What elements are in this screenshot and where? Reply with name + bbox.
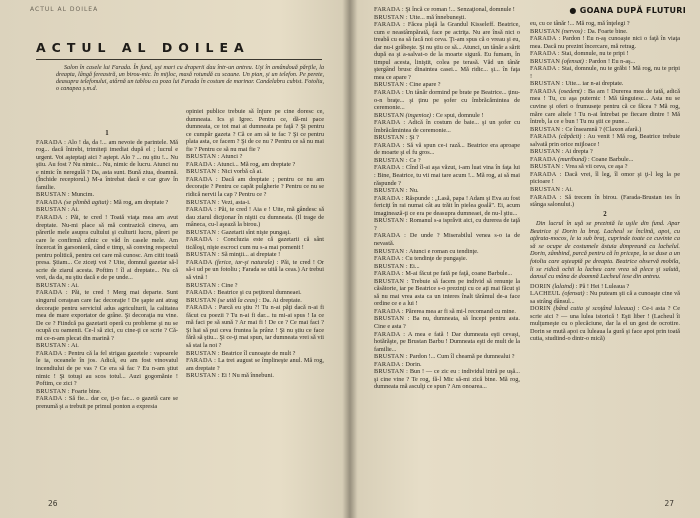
dialogue-line: [374, 248, 520, 256]
speaker-name: FARADA :: [36, 395, 67, 403]
dialogue-line: [530, 58, 680, 66]
dialogue-text: Atunci... Mă rog, am dreptate ?: [215, 160, 296, 168]
speaker-name: FARADA :: [374, 119, 406, 127]
dialogue-line: [530, 80, 680, 88]
left-column-2: [186, 108, 324, 380]
dialogue-text: : Ce-i asta ? Ce scrie aici ? — una lulea istorică ! Eşti liber ! (Lacheul îi mulţumeşte cu o plecăciune, dar la el un gest de ocrotire. Dorin se mută apoi cu luleaua la gură şi face apoi prin toată cutia, studiind-o dintr-o mică): [530, 305, 680, 343]
dialogue-line: [530, 283, 680, 291]
speaker-name: BRUSTAN :: [186, 198, 220, 206]
dialogue-line: [374, 134, 520, 142]
dialogue-line: [374, 21, 520, 81]
dialogue-line: [36, 388, 178, 396]
speaker-name: BRUSTAN :: [36, 342, 70, 350]
dialogue-line: [186, 206, 324, 229]
dialogue-line: [186, 251, 324, 259]
speaker-name: BRUSTAN: [530, 57, 561, 65]
dialogue-line: [186, 236, 324, 251]
speaker-name: BRUSTAN :: [36, 387, 70, 395]
dialogue-text: Dacă vrei, îl leg, îl omor şi ţi-l leg la pe picioare !: [530, 170, 680, 186]
dialogue-line: [374, 187, 520, 195]
speaker-name: FARADA: [530, 133, 557, 141]
speaker-name: FARADA :: [374, 307, 404, 315]
speaker-name: BRUSTAN :: [374, 217, 408, 225]
speaker-direction: (se plimbă agitat): [62, 198, 109, 206]
speaker-name: BRUSTAN :: [374, 134, 408, 142]
dialogue-text: Un tânăr dormind pe brate pe Beatrice... ţinu-o-n braţe... şi ţinu pe şofer cu îmbrăcămintea de ceremonie...: [374, 89, 520, 112]
dialogue-line: [530, 65, 680, 80]
dialogue-text: Ei ! Nu mă înnebuni.: [219, 372, 274, 380]
speaker-name: FARADA :: [36, 289, 68, 297]
dialogue-text: Concluzia este că gazetarii că sânt ticăloşi, nişte escroci cum nu s-a mai pomenit !: [186, 236, 324, 251]
scene-number: 2: [603, 210, 607, 218]
left-column-1: [36, 128, 178, 410]
page-number-right: 27: [664, 499, 674, 508]
dialogue-line: [530, 171, 680, 186]
stage-direction-intro: Salon în casele lui Farada. În fund, uşi mari cu draperii dau într-un antreu. Uşi în amândouă părţile, la dreapta, lângă fereastră, un birou-mic. În mijloc, masă rotundă cu scaune. Un pian, şi un telefon. Pe perete, deasupra telefonului, atârnă un tablou cu poza lui Farada în costum de marinar. Candelabru cubist. Fotoliu, o canapea ș.m.d.: [56, 65, 324, 93]
dialogue-line: [36, 342, 178, 350]
dialogue-line: [36, 289, 178, 342]
speaker-name: FARADA :: [186, 236, 219, 244]
dialogue-line: [186, 176, 324, 199]
dialogue-text: Răspunde : „Lasă, papa ! Adam şi Eva au fost fericiţi în rai numai cât au trăit în pielea goală". Ei, acum imaginează-ţi ce era pe deasupra dumneaei, de nu-l ştiu...: [374, 194, 520, 217]
stage-direction: Din lucrul în uşă se prezintă la uşile din fund. Apar Beatrice şi Dorin la braţ. Lacheul se înclină, apoi, cu aţărata-mocos, le ia sub braţ, cuprinde toate ce cuvinte ca să se ocupe de costumele ăstuia dimpreună cu lachelul. Dorin, zâmbind, parcă pentru că în pricepe, la se duse a un fotoliu care aşteaptă pe dreapta. Beatrice observă mobila, îi se ridică ochii la lacheu care vrea să plece şi salută, dansul cu mâna de doamnă Lacheul iese din antreu.: [530, 220, 680, 281]
dialogue-line: [186, 297, 324, 305]
dialogue-text: A mea e fată ! Dar dumneata eşti cevaşi, hotărăşte, pe Brustan Barbu ! Dumneata eşti de mult de la familie...: [374, 330, 520, 353]
dialogue-text: Foarte bine.: [69, 387, 102, 395]
dialogue-text: : Ce spui, domnule !: [430, 111, 484, 119]
dialogue-line: [36, 350, 178, 388]
speaker-name: BRUSTAN :: [374, 262, 408, 270]
dialogue-text: Nu.: [407, 187, 419, 195]
dialogue-text: Parcă eu ştiu ?! Tu n-ai păţi dacă n-ai fi făcut cu poezii ? Tu n-ai fi dar... tu mi-ai spus ! Ia ce mă faci pe să sună ? Ar mai fi ! De ce ? Ce mai faci ? Şi hai să pui ceva fruntea la prânz ! Şi nu ştiu ce face fără să ştiu... Şi ce-ţi mai spun, iar dumneata vrei să vii să stai la noi ?: [186, 304, 324, 349]
dialogue-line: [186, 372, 324, 380]
dialogue-line: [530, 148, 680, 156]
title-rule: [36, 59, 322, 60]
dialogue-text: Vezi, asta-i.: [219, 198, 251, 206]
speaker-name: FARADA :: [374, 194, 404, 202]
speaker-direction: (ofensat): [560, 290, 585, 298]
speaker-name: BRUSTAN: [186, 296, 217, 304]
dialogue-line: [374, 278, 520, 308]
dialogue-text: Pentru că la fel strigau gazetele : vapoarele le ia, oceanele în jos. Adică, eu am fost vinovatul incendiului de pe vas ? Ce era să fac ? Eu n-am ştiut nimic ! Şi totuşi au scos totul... Auzi gogomănie ! Poftim, ce zici ?: [36, 349, 178, 388]
dialogue-text: : Da. Foarte bine.: [582, 27, 628, 35]
speaker-name: BRUSTAN :: [186, 153, 220, 161]
dialogue-text: Cine ?: [219, 281, 238, 289]
speaker-direction: (ingenioz): [404, 111, 431, 119]
dialogue-text: Bun ! — ce zic eu : individul intră pe uşă... şi cine vine ? Te rog, fă-l Mic să-mi zică bine. Mă rog, dumneata mă asculţi ce spun ? Am onoarea...: [374, 368, 520, 391]
dialogue-line: [374, 331, 520, 354]
speaker-name: DORIN: [530, 282, 551, 290]
speaker-name: BRUSTAN :: [374, 247, 408, 255]
dialogue-line: [374, 142, 520, 157]
dialogue-text: : Ba am ! Durerea mea de tată, adică mea ! Tu, cu aşa puternic ! Mă tânguiesc... Asta nu se cuvine şi oferi o frumuseţe pentru că ce făcea ? Mă rog, măre care altele ! Tu n-ai întrebat pe fiecare dintre ! Mă întreb, la ce e bun ! Tu nu ştii ce pune...: [530, 87, 680, 126]
dialogue-line: [530, 186, 680, 194]
dialogue-line: [530, 163, 680, 171]
dialogue-line: [186, 304, 324, 349]
speaker-name: BRUSTAN: [530, 27, 561, 35]
dialogue-text: : Au venit ! Mă rog, Beatrice trebuie salvată prin orice mijloace !: [530, 133, 680, 148]
dialogue-text: Ce înseamnă ? (Claxon afară.): [563, 125, 642, 133]
speaker-name: FARADA: [186, 258, 213, 266]
dialogue-text: Vrea să vii ceva, ce aşa ?: [563, 163, 628, 171]
dialogue-text: : Pardon ! Eu n-aş...: [583, 57, 636, 65]
dialogue-text: Ai.: [69, 342, 79, 350]
dialogue-line: [374, 164, 520, 187]
speaker-name: FARADA :: [530, 35, 561, 43]
dialogue-text: Ai.: [69, 206, 79, 214]
dialogue-line: [374, 255, 520, 263]
dialogue-text: Ai drepta ?: [563, 148, 593, 156]
speaker-name: FARADA :: [374, 89, 404, 97]
dialogue-text: Gazetarii sînt nişte pungaşi.: [219, 228, 291, 236]
dialogue-line: [36, 206, 178, 214]
speaker-name: BRUSTAN :: [530, 125, 564, 133]
dialogue-text: Ai.: [563, 186, 573, 194]
running-header-left: ACTUL AL DOILEA: [30, 6, 99, 13]
dialogue-line: [530, 305, 680, 343]
dialogue-text: Nici vorbă că ai.: [219, 168, 263, 176]
dialogue-line: [530, 35, 680, 50]
speaker-name: BRUSTAN :: [374, 315, 410, 323]
speaker-name: FARADA :: [186, 160, 216, 168]
dialogue-text: Trebuie să facem pe individ să renunţe la căsătorie, iar pe Beatrice s-o prezinţi cu ce aţi mai făcut şi să nu mai vrea asta ca un interes înalt tărâmul de-a face ordine ce e a lui !: [374, 277, 520, 308]
speaker-name: BRUSTAN :: [186, 349, 220, 357]
dialogue-line: [186, 350, 324, 358]
speaker-name: FARADA :: [374, 21, 406, 29]
dialogue-text: Să minţii... ai dreptate !: [219, 251, 281, 259]
speaker-name: FARADA: [530, 155, 557, 163]
speaker-name: FARADA :: [186, 206, 217, 214]
dialogue-text: Ba nu, dumneata, să începi pentru asta. Cine e asta ?: [374, 315, 520, 330]
running-header-right: ● GOANA DUPĂ FLUTURI: [569, 6, 686, 15]
act-title: ACTUL AL DOILEA: [36, 40, 250, 55]
dialogue-text: Să trecem în birou. (Farada-Brustan ies în stânga salonului.): [530, 193, 680, 209]
speaker-name: FARADA :: [186, 289, 216, 297]
speaker-name: FARADA :: [374, 255, 404, 263]
speaker-name: FARADA :: [374, 164, 405, 172]
dialogue-line: [374, 119, 520, 134]
speaker-name: BRUSTAN :: [374, 277, 409, 285]
dialogue-line: [374, 315, 520, 330]
dialogue-line: [36, 214, 178, 282]
dialogue-text: Cine apare ?: [407, 81, 441, 89]
dialogue-continuation: opiniei publice trebuie să înjure pe cine doresc ce, dumneata. Ics şi Igrec. Pentru ce, dă-mi pace dumneata, ce tot mai ai dumneata pe faţă ? Şi pentru ce cumpăr gazeta ? Că ce am să te fac ? Şi ce pentru plata asta, ce facem ? Şi de ce nu ? Pentru ce să nu mai fie ? Pentru ce să nu mai fie ?: [186, 108, 324, 153]
dialogue-text: Şi încă ce roman !... Senzaţional, domnule !: [403, 6, 515, 13]
dialogue-text: : Mă rog, am dreptate ?: [108, 198, 169, 206]
dialogue-line: [186, 161, 324, 169]
dialogue-line: [374, 368, 520, 391]
dialogue-line: [530, 88, 680, 126]
dialogue-line: [530, 50, 680, 58]
speaker-direction: (lalaind): [550, 282, 575, 290]
dialogue-line: [374, 217, 520, 232]
dialogue-line: [374, 195, 520, 218]
speaker-name: BRUSTAN :: [374, 353, 408, 361]
dialogue-text: Muncim.: [69, 191, 95, 199]
speaker-name: BRUSTAN :: [186, 251, 220, 259]
speaker-name: FARADA: [36, 198, 63, 206]
dialogue-text: Ai.: [69, 281, 79, 289]
speaker-name: FARADA :: [374, 360, 404, 368]
speaker-direction: (ofensat): [560, 57, 584, 65]
dialogue-text: : Da. Ai dreptate.: [257, 296, 302, 304]
speaker-name: FARADA :: [530, 193, 562, 201]
dialogue-text: Pardon !... Cum îl cheamă pe dumnealui ?: [407, 353, 515, 361]
speaker-name: FARADA: [530, 87, 557, 95]
dialogue-line: [186, 282, 324, 290]
dialogue-line: [186, 289, 324, 297]
dialogue-text: Beatrice îl cunoaşte de mult ?: [219, 349, 296, 357]
dialogue-text: Romanul s-a isprăvit aici, cu durerea de taţă ?: [374, 217, 520, 232]
dialogue-line: [374, 81, 520, 89]
dialogue-line: [374, 361, 520, 369]
speaker-direction: (bând cutia şi scoţând luleaua): [550, 305, 636, 313]
dialogue-text: : Coane Barbule...: [586, 155, 634, 163]
dialogue-line: [374, 112, 520, 120]
speaker-name: LACHEUL: [530, 290, 561, 298]
dialogue-line: [530, 126, 680, 134]
dialogue-text: Păi, te cred ! Aia e ! Uite, mă gândesc să dau ziarul dicţionar în niştii cu dumneata. (Il trage de mâneca, cu-l aşează la birou.): [186, 206, 324, 229]
speaker-name: FARADA :: [374, 330, 406, 338]
dialogue-text: Uite... iar n-ai dreptate.: [563, 80, 624, 88]
dialogue-line: [36, 282, 178, 290]
right-column-1: [374, 6, 520, 391]
dialogue-text: Atunci ?: [219, 153, 243, 161]
dialogue-line: [530, 194, 680, 209]
dialogue-text: De unde ? Miserabilul venea s-o ia de nevastă.: [374, 232, 520, 247]
dialogue-text: : Nu puteam şti că a cunoaşte cine vă sa strâng dânsul...: [530, 290, 680, 305]
dialogue-text: Stai, domnule, nu te grăbi ! Mă rog, nu te pripi !: [530, 65, 680, 80]
speaker-name: BRUSTAN :: [530, 80, 564, 88]
speaker-name: DORIN: [530, 305, 551, 313]
dialogue-text: Cînd îl-ai aşa văzut, i-am luat vina în faţa lui : Bine, Beatrice, tu vii mai tare acum !... Mă rog, ai să mai răspunde ?: [374, 164, 520, 187]
speaker-direction: (căpăcit): [556, 133, 582, 141]
dialogue-line: [374, 157, 520, 165]
gutter-shadow: [342, 0, 358, 518]
speaker-name: FARADA :: [36, 214, 68, 222]
speaker-direction: (ferice, iar-şi naturale): [212, 258, 275, 266]
speaker-name: FARADA :: [36, 349, 67, 357]
dialogue-line: [186, 168, 324, 176]
speaker-name: FARADA :: [374, 6, 404, 13]
speaker-name: BRUSTAN :: [374, 368, 409, 376]
dialogue-line: [374, 14, 520, 22]
speaker-name: BRUSTAN :: [374, 156, 408, 164]
scene-number: 1: [105, 130, 109, 137]
dialogue-line: [186, 199, 324, 207]
dialogue-text: : Pă ! Hei ! Luleaua ?: [574, 282, 630, 290]
speaker-name: BRUSTAN :: [530, 186, 564, 194]
speaker-name: FARADA :: [530, 50, 560, 58]
dialogue-text: Stai, domnule, nu te pripi !: [559, 50, 629, 58]
speaker-name: FARADA :: [36, 138, 67, 146]
dialogue-text: Dorin.: [403, 360, 422, 368]
dialogue-line: [186, 357, 324, 372]
speaker-name: BRUSTAN :: [186, 281, 220, 289]
speaker-name: FARADA :: [186, 304, 217, 312]
speaker-name: FARADA :: [374, 141, 405, 149]
dialogue-line: [374, 232, 520, 247]
speaker-name: BRUSTAN :: [186, 372, 220, 380]
dialogue-continuation: eu, cu ce tânăr !... Mă rog, mă înţelegi ?: [530, 20, 630, 27]
dialogue-line: [36, 139, 178, 192]
speaker-name: BRUSTAN :: [186, 168, 220, 176]
dialogue-line: [374, 308, 520, 316]
speaker-name: FARADA :: [186, 175, 218, 183]
dialogue-text: M-ai făcut pe fată pe faţă, coane Barbule...: [403, 270, 513, 278]
page-number-left: 26: [48, 499, 58, 508]
speaker-name: BRUSTAN :: [530, 163, 564, 171]
speaker-name: FARADA :: [186, 357, 217, 365]
dialogue-line: [530, 156, 680, 164]
dialogue-text: Atunci e roman cu tendinţe.: [407, 247, 479, 255]
speaker-name: BRUSTAN :: [186, 228, 220, 236]
dialogue-line: [36, 395, 178, 410]
dialogue-text: Dacă am dreptate ; pentru ce nu am decorație ? Pentru ce capăt pulgherie ? Pentru ce nu se ridică nervii la cap ? Pentru ce ?: [186, 175, 325, 199]
speaker-name: FARADA :: [374, 270, 404, 278]
dialogue-line: [374, 6, 520, 14]
dialogue-line: [186, 153, 324, 161]
dialogue-text: Şi ?: [407, 134, 419, 142]
dialogue-line: [530, 290, 680, 305]
speaker-name: BRUSTAN :: [530, 148, 564, 156]
dialogue-text: Beatrice şi cu peţitorul dumneaei.: [215, 289, 302, 297]
dialogue-text: Păi, te cred ! Toată viaţa mea am avut dreptate. Nu-mi place să mă contrazică cineva, am părerile mele asupra cultului şi culturii lucru, păreri pe care le confirmă zilnic ce văd în casele mele. Am încercat în garsonieră, când e timp, să conving respectul pentru politică, pentru cei care mă cunosc. Am citit toată presa. Ştiam... Ce ziceţi voi ? Uite, domnul gazetar să-l scrie de ziarul acesta. Poftim ! îl ai dreptate... Nu că vrei, da da, nu ştiu dacă e de pe unde...: [36, 214, 178, 282]
dialogue-text: La trei august se împlineşte anul. Mă rog, am dreptate ?: [186, 357, 324, 372]
dialogue-text: Uite... mă înnebuneşti.: [407, 13, 466, 21]
speaker-name: BRUSTAN :: [36, 206, 70, 214]
right-column-2: [530, 20, 680, 343]
right-page: [350, 0, 700, 518]
speaker-name: FARADA :: [530, 65, 560, 73]
dialogue-line: [374, 353, 520, 361]
dialogue-text: Ei...: [407, 262, 420, 270]
speaker-name: BRUSTAN :: [374, 13, 408, 21]
speaker-name: BRUSTAN :: [374, 187, 408, 195]
speaker-name: BRUSTAN :: [36, 191, 70, 199]
dialogue-text: Adică în costum de baie... şi un şofer cu îmbrăcămintea de ceremonie...: [374, 119, 520, 134]
dialogue-line: [186, 259, 324, 282]
dialogue-text: Cu tendinţe de pungaşie.: [403, 255, 468, 263]
dialogue-text: Să vă spun ce-i rază... Beatrice era aproape de moarte şi el fu gros...: [374, 141, 520, 157]
speaker-direction: (se uită la ceas): [216, 296, 258, 304]
dialogue-line: [530, 28, 680, 36]
speaker-name: BRUSTAN :: [374, 81, 408, 89]
dialogue-line: [374, 263, 520, 271]
dialogue-line: [374, 270, 520, 278]
speaker-name: FARADA :: [530, 170, 562, 178]
speaker-name: BRUSTAN: [374, 111, 405, 119]
speaker-direction: (osedent): [556, 87, 582, 95]
dialogue-text: Ce ?: [407, 156, 421, 164]
dialogue-text: Alo ! da, da !... am nevoie de parintele. Mă rog... dacă întrebi, trimiteţi imediat după el ; lucrul e urgent. Voi aşteptaţi aici ? aştept. Alo ? ... nu ştiu !... Nu ştiu. Au fost ? Nu nimic... Nu, nimic de lucru. Atunci nu e nimic în neregulă ? Da, asta sunt. Bună ziua, doamnă. (Închide receptorul.) M-a întrebat dacă e car grav în familie.: [36, 138, 178, 191]
dialogue-text: Pardon ! Eu n-aş cunoaşte nici o faţă în viaţa mea. Dacă nu prezint încercare, mă retrag.: [530, 35, 680, 50]
dialogue-line: [374, 89, 520, 112]
dialogue-text: Făcea plajă la Grandul Kisseleff. Beatrice, cum e neastâmpărată, face pe actriţa. Nu are însă nici o treabă cu ea să facă noi ceva. Ţi-am spus că o vreau şi eu, dar nu-i grăbeşte. Şi nu ştiu ce să... Atunci, un tânăr a sărit după ea şi a-salvat-o de la moarte sigură. Eu fumam, în timpul acesta, liniştit, colea pe terasă. Văd un tânăr ştergând brusc dinaintea casei... Mă ridic... şi... în faţa mea ce apare ?: [374, 21, 520, 81]
dialogue-line: [36, 199, 178, 207]
dialogue-text: Să fie... dar ce, ţi-o fac... o gazetă care se prenumă şi a trebuit pe primul ponton a expresia: [36, 395, 178, 410]
speaker-name: FARADA :: [374, 232, 407, 240]
speaker-direction: (muribund): [556, 155, 587, 163]
dialogue-line: [36, 191, 178, 199]
dialogue-text: : Păi, te cred ! Or să-i ud pe un fotoliu ; Farada se uită la ceas.) Ar trebui să vină !: [186, 258, 324, 282]
dialogue-line: [186, 229, 324, 237]
dialogue-text: Părerea mea ar fi să mi-l recomand cu mine.: [403, 307, 516, 315]
speaker-direction: (nervos): [560, 27, 583, 35]
dialogue-text: Păi, te cred ! Merg mai departe. Sunt singurul ceraţean care fac decoraţie ! De şapte ani atrag decoraţie pentru serviciul adus agriculturii, la calitatea mea de mare exportator de grâne. Şi decoraţia nu vine. De ce ? Fiindcă pa gazetarii operă cu probleme şi nu se ocupă cu oamenii. Ce-l să zici, cu cine-ţi ce scrie ? Că-mi ce-n-am plecat din marină ?: [36, 289, 178, 342]
speaker-name: BRUSTAN :: [36, 281, 70, 289]
dialogue-line: [530, 133, 680, 148]
